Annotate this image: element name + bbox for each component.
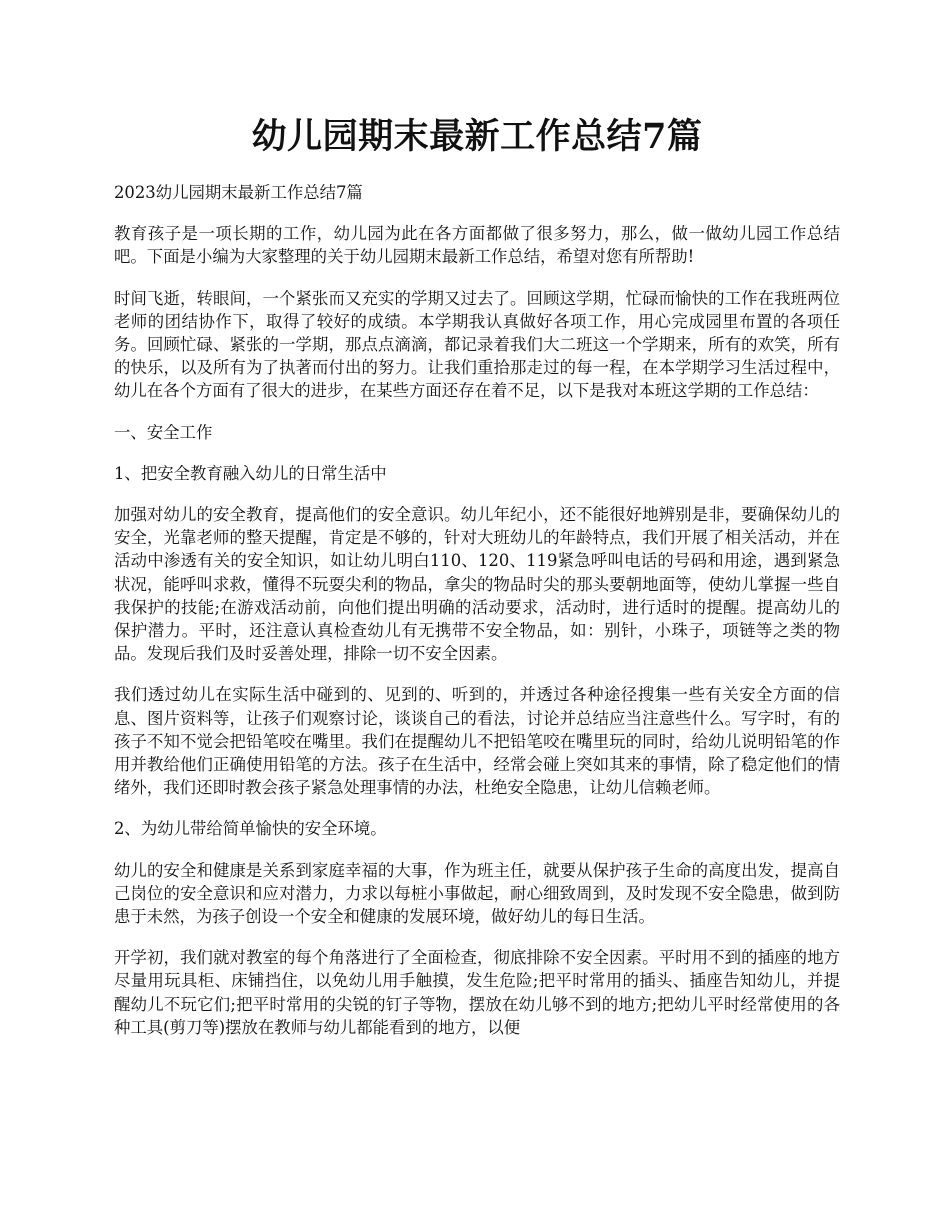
section-heading: 一、安全工作 — [114, 422, 213, 442]
document-title: 幼儿园期末最新工作总结7篇 — [251, 116, 703, 157]
subsection-heading: 2、为幼儿带给简单愉快的安全环境。 — [114, 819, 387, 839]
document-body — [114, 181, 840, 1057]
subsection-heading: 1、把安全教育融入幼儿的日常生活中 — [114, 463, 387, 483]
body-paragraph: 加强对幼儿的安全教育，提高他们的安全意识。幼儿年纪小，还不能很好地辨别是非，要确保幼儿的安全，光靠老师的整天提醒，肯定是不够的，针对大班幼儿的年龄特点，我们开展了相关活动，并在活动中渗透有关的安全知识，如让幼儿明白110、120、119紧急呼叫电话的号码和用途，遇到紧急状况，能呼叫求救，懂得不玩耍尖利的物品，拿尖的物品时尖的那头要朝地面等，使幼儿掌握一些自我保护的技能;在游戏活动前，向他们提出明确的活动要求，活动时，进行适时的提醒。提高幼儿的保护潜力。平时，还注意认真检查幼儿有无携带不安全物品，如：别针，小珠子，项链等之类的物品。发现后我们及时妥善处理，排除一切不安全因素。 — [114, 505, 840, 664]
body-paragraph: 我们透过幼儿在实际生活中碰到的、见到的、听到的，并透过各种途径搜集一些有关安全方面的信息、图片资料等，让孩子们观察讨论，谈谈自己的看法，讨论并总结应当注意些什么。写字时，有的孩子不知不觉会把铅笔咬在嘴里。我们在提醒幼儿不把铅笔咬在嘴里玩的同时，给幼儿说明铅笔的作用并教给他们正确使用铅笔的方法。孩子在生活中，经常会碰上突如其来的事情，除了稳定他们的情绪外，我们还即时教会孩子紧急处理事情的办法，杜绝安全隐患，让幼儿信赖老师。 — [114, 685, 840, 798]
intro-paragraph: 教育孩子是一项长期的工作，幼儿园为此在各方面都做了很多努力，那么，做一做幼儿园工作总结吧。下面是小编为大家整理的关于幼儿园期末最新工作总结，希望对您有所帮助! — [114, 224, 840, 267]
body-paragraph: 时间飞逝，转眼间，一个紧张而又充实的学期又过去了。回顾这学期，忙碌而愉快的工作在我班两位老师的团结协作下，取得了较好的成绩。本学期我认真做好各项工作，用心完成园里布置的各项任务。回顾忙碌、紧张的一学期，那点点滴滴，都记录着我们大二班这一个学期来，所有的欢笑，所有的快乐，以及所有为了执著而付出的努力。让我们重拾那走过的每一程，在本学期学习生活过程中，幼儿在各个方面有了很大的进步，在某些方面还存在着不足，以下是我对本班这学期的工作总结： — [114, 288, 840, 401]
body-paragraph: 幼儿的安全和健康是关系到家庭幸福的大事，作为班主任，就要从保护孩子生命的高度出发，提高自己岗位的安全意识和应对潜力，力求以每桩小事做起，耐心细致周到，及时发现不安全隐患，做到防患于未然，为孩子创设一个安全和健康的发展环境，做好幼儿的每日生活。 — [114, 860, 840, 927]
body-paragraph: 开学初，我们就对教室的每个角落进行了全面检查，彻底排除不安全因素。平时用不到的插座的地方尽量用玩具柜、床铺挡住，以免幼儿用手触摸，发生危险;把平时常用的插头、插座告知幼儿，并提醒幼儿不玩它们;把平时常用的尖锐的钉子等物，摆放在幼儿够不到的地方;把幼儿平时经常使用的各种工具(剪刀等)摆放在教师与幼儿都能看到的地方，以便 — [114, 948, 840, 1037]
subtitle-paragraph: 2023幼儿园期末最新工作总结7篇 — [114, 183, 363, 202]
